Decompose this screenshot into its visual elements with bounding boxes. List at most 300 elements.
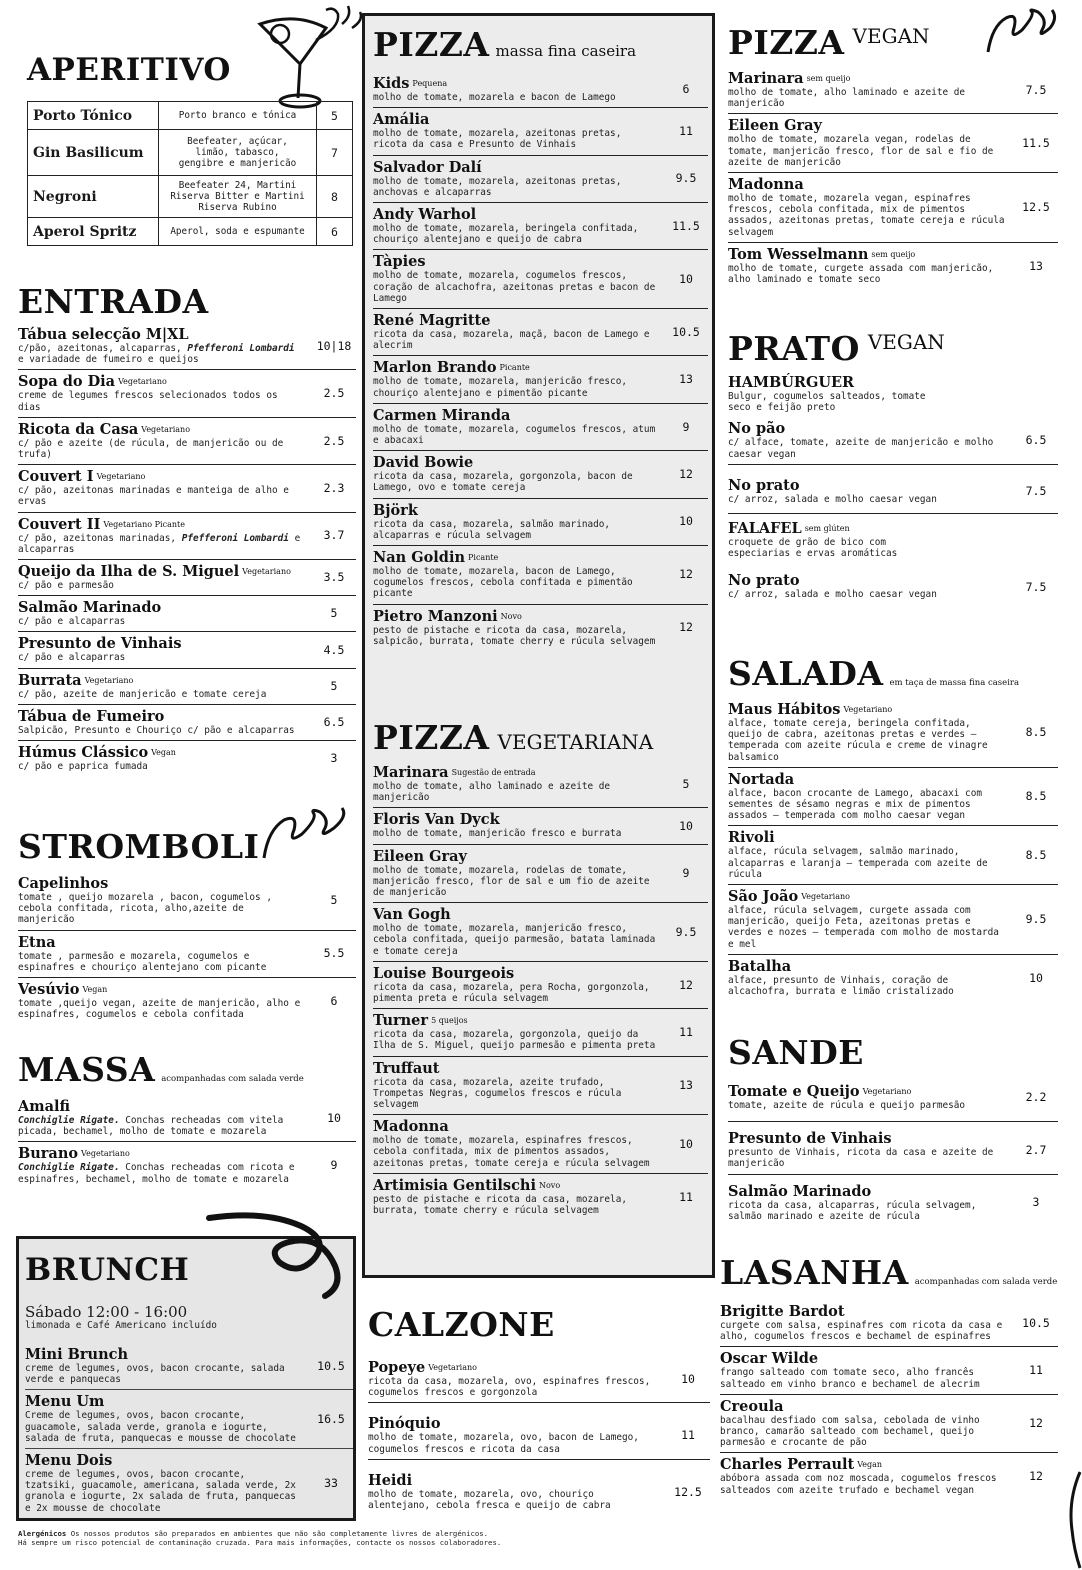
section-title-pizza: PIZZA massa fina caseira	[373, 25, 637, 64]
item-desc: abóbora assada com noz moscada, cogumelos frescos salteados com azeite trufado e bechamel vegan	[720, 1473, 997, 1496]
item-name: Eileen Gray	[373, 847, 467, 865]
menu-item	[18, 418, 356, 465]
item-price: 3	[330, 751, 338, 766]
menu-item	[18, 323, 356, 370]
menu-item	[728, 768, 1058, 827]
item-name: Mini Brunch	[25, 1346, 129, 1363]
item-price: 12	[679, 466, 693, 481]
item-name: Turner $^{5 queijos}$	[373, 1012, 468, 1030]
item-name: HAMBÚRGUER	[728, 374, 855, 391]
item-price: 5	[330, 678, 338, 693]
item-name: Pietro Manzoni $^{Novo}$	[373, 607, 522, 625]
item-price: 12	[679, 977, 693, 992]
item-name: Oscar Wilde	[720, 1350, 819, 1368]
item-price: 5	[317, 102, 353, 130]
section-title-massa: MASSA acompanhadas com salada verde	[18, 1050, 304, 1089]
item-price: 8.5	[1025, 724, 1047, 739]
item-name: Húmus Clássico $^{Vegan}$	[18, 744, 176, 762]
item-price: 2.7	[1025, 1142, 1047, 1157]
item-price: 33	[324, 1475, 338, 1490]
item-desc: molho de tomate, mozarela, bacon de Lamego, cogumelos frescos, cebola confitada e pimentão picante	[373, 566, 633, 600]
item-name: Louise Bourgeois	[373, 964, 515, 982]
section-title-lasanha: LASANHA acompanhadas com salada verde	[720, 1253, 1058, 1292]
menu-item	[373, 156, 708, 203]
entrada-list	[18, 323, 356, 776]
item-desc: c/ pão e parmesão	[18, 580, 114, 592]
item-price: 9	[682, 865, 690, 880]
menu-item	[373, 309, 708, 356]
item-price: 11	[679, 1024, 693, 1039]
item-name: Kids $^{Pequena}$	[373, 75, 448, 92]
massa-list	[18, 1095, 356, 1189]
menu-item	[25, 1390, 353, 1449]
item-desc: creme de legumes, ovos, bacon crocante, salada verde e panquecas	[25, 1363, 285, 1386]
ribbon-swirl-icon	[205, 1210, 355, 1300]
item-name: No prato	[728, 572, 800, 590]
item-name: Popeye $^{Vegetariano}$	[368, 1359, 477, 1376]
menu-item	[728, 465, 1058, 514]
item-name: Burano $^{Vegetariano}$	[18, 1145, 130, 1163]
item-name: Floris Van Dyck	[373, 811, 500, 829]
item-desc: c/ pão, azeitonas marinadas, Pfefferoni Lombardi e alcaparras	[18, 532, 301, 555]
item-price: 3	[1032, 1195, 1040, 1210]
item-price: 10	[679, 514, 693, 529]
item-price: 10	[679, 818, 693, 833]
item-price: 6	[330, 993, 338, 1008]
menu-item	[720, 1347, 1058, 1394]
item-desc: creme de legumes, ovos, bacon crocante, tzatsiki, guacamole, americana, salada verde, 2x granola e iogurte, 2x salada de fruta, panquecas e 2x mousse de chocolate	[25, 1469, 296, 1514]
item-price: 8	[317, 176, 353, 218]
item-name: Brigitte Bardot	[720, 1303, 845, 1320]
item-price: 2.5	[323, 386, 345, 401]
item-desc: Beefeater, açúcar, limão, tabasco, gengibre e manjericão	[159, 130, 317, 176]
calzone-list	[368, 1356, 710, 1515]
item-name: Sopa do Dia $^{Vegetariano}$	[18, 373, 167, 391]
menu-item	[373, 72, 708, 108]
menu-item	[373, 108, 708, 155]
menu-item	[18, 872, 356, 931]
item-desc: molho de tomate, alho laminado e azeite de manjericão	[728, 87, 966, 110]
item-desc: pesto de pistache e ricota da casa, mozarela, salpicão, burrata, tomate cherry e rúcula selvagem	[373, 624, 656, 647]
falafel-group	[728, 514, 1058, 569]
brunch-list	[25, 1343, 353, 1518]
item-name: Burrata $^{Vegetariano}$	[18, 671, 134, 689]
item-desc: c/ arroz, salada e molho caesar vegan	[728, 493, 937, 505]
item-desc: alface, rúcula selvagem, curgete assada com manjericão, queijo Feta, azeitonas pretas e verdes e nozes — temperada com molho de mostarda e mel	[728, 905, 999, 950]
item-name: Van Gogh	[373, 906, 451, 924]
item-price: 9	[330, 1158, 338, 1173]
item-price: 10	[679, 271, 693, 286]
item-price: 10.5	[672, 324, 700, 339]
menu-item	[728, 698, 1058, 768]
item-price: 6	[317, 218, 353, 246]
item-desc: c/ pão, azeite de manjericão e tomate cereja	[18, 688, 267, 700]
menu-item	[720, 1300, 1058, 1347]
menu-item	[728, 885, 1058, 955]
menu-item	[373, 203, 708, 250]
curve-decoration-icon	[1066, 1470, 1082, 1570]
item-name: Madonna	[728, 176, 804, 194]
section-title-brunch: BRUNCH	[25, 1252, 190, 1288]
item-desc: molho de tomate, mozarela, manjericão fresco, cebola confitada, queijo parmesão, batata laminada e tomate cereja	[373, 923, 656, 957]
item-desc: molho de tomate, mozarela vegan, rodelas de tomate, manjericão fresco, flor de sal e fio de azeite de manjericão	[728, 134, 994, 168]
item-price: 3.7	[323, 528, 345, 543]
item-name: David Bowie	[373, 454, 474, 472]
menu-item	[373, 451, 708, 498]
item-name: No prato	[728, 476, 800, 494]
item-name: Menu Dois	[25, 1452, 113, 1470]
item-name: Queijo da Ilha de S. Miguel $^{Vegetariano}$	[18, 563, 291, 581]
item-desc: pesto de pistache e ricota da casa, mozarela, burrata, tomate cherry e rúcula selvagem	[373, 1193, 627, 1217]
item-name: Batalha	[728, 957, 792, 975]
item-price: 6.5	[1025, 433, 1047, 448]
item-price: 13	[1029, 258, 1043, 273]
item-price: 7.5	[1025, 483, 1047, 498]
item-name: Charles Perrault $^{Vegan}$	[720, 1456, 883, 1474]
item-desc: molho de tomate, mozarela, rodelas de tomate, manjericão fresco, flor de sal e um fio de azeite de manjericão	[373, 864, 650, 899]
item-desc: ricota da casa, mozarela, salmão marinado, alcaparras e rúcula selvagem	[373, 518, 611, 541]
item-price: 12.5	[1022, 199, 1050, 214]
menu-item	[373, 605, 708, 651]
menu-item	[18, 978, 356, 1024]
item-name: Tàpies	[373, 253, 426, 271]
item-desc: c/ pão e azeite (de rúcula, de manjericão ou de trufa)	[18, 437, 284, 461]
item-name: Gin Basilicum	[28, 130, 159, 176]
item-name: Nan Goldin $^{Picante}$	[373, 549, 499, 567]
item-price: 10	[679, 1136, 693, 1151]
item-price: 2.2	[1025, 1090, 1047, 1105]
item-name: Vesúvio $^{Vegan}$	[18, 981, 108, 999]
item-desc: molho de tomate, mozarela, espinafres frescos, cebola confitada, mix de pimentos assados, azeitonas pretas, tomate cereja e rúcula selvagem	[373, 1135, 650, 1169]
item-desc: molho de tomate, curgete assada com manjericão, alho laminado e tomate seco	[728, 262, 994, 286]
table-row	[28, 176, 353, 218]
menu-item	[728, 114, 1058, 173]
section-title-stromboli: STROMBOLI	[18, 827, 260, 866]
item-name: Tom Wesselmann $^{sem queijo}$	[728, 245, 916, 263]
item-price: 12	[1029, 1416, 1043, 1431]
item-desc: alface, tomate cereja, beringela confitada, queijo de cabra, azeitonas pretas e verdes — temperada com azeite rúcula e creme de vinagre balsamico	[728, 718, 988, 763]
item-name: Presunto de Vinhais	[728, 1130, 892, 1148]
item-name: Couvert I $^{Vegetariano}$	[18, 468, 146, 486]
item-price: 11	[1029, 1363, 1043, 1378]
item-price: 12	[1029, 1469, 1043, 1484]
item-name: Creoula	[720, 1397, 784, 1415]
menu-item	[368, 1460, 710, 1515]
item-price: 12	[679, 567, 693, 582]
item-desc: tomate , queijo mozarela , bacon, cogumelos , cebola confitada, ricota, alho,azeite de manjericão	[18, 892, 272, 926]
item-desc: c/pão, azeitonas, alcaparras, Pfefferoni Lombardi e variadade de fumeiro e queijos	[18, 343, 295, 366]
item-desc: ricota da casa, mozarela, pera Rocha, gorgonzola, pimenta preta e rúcula selvagem	[373, 981, 650, 1005]
section-title-pizza-vegetariana: PIZZA VEGETARIANA	[373, 718, 654, 757]
item-price: 7	[317, 130, 353, 176]
menu-item	[728, 417, 1058, 464]
hamburguer-group	[728, 374, 1058, 417]
item-desc: tomate , parmesão e mozarela, cogumelos e espinafres e chouriço alentejano com picante	[18, 950, 267, 973]
item-desc: molho de tomate, mozarela, beringela confitada, chouriço alentejano e queijo de cabra	[373, 223, 639, 246]
item-name: Marinara $^{Sugestão de entrada}$	[373, 764, 536, 781]
menu-item	[18, 705, 356, 741]
item-desc: bacalhau desfiado com salsa, cebolada de vinho branco, camarão salteado com bechamel, queijo parmesão e crocante de pão	[720, 1414, 980, 1449]
item-name: Tábua selecção M|XL	[18, 326, 189, 343]
section-title-salada: SALADA em taça de massa fina caseira	[728, 654, 1020, 693]
allergen-footer: Alergénicos Os nossos produtos são preparados em ambientes que não são completamente livres de alergénicos. Há sempre um risco potencial de contaminação cruzada. Para mais informações, contacte os nossos colaboradores.	[18, 1529, 502, 1547]
menu-item	[373, 546, 708, 605]
item-desc: alface, rúcula selvagem, salmão marinado, alcaparras e laranja — temperada com azeite de rúcula	[728, 846, 988, 880]
item-desc: Creme de legumes, ovos, bacon crocante, guacamole, salada verde, granola e iogurte, salada de fruta, panquecas e mousse de chocolate	[25, 1410, 296, 1444]
item-name: Porto Tónico	[28, 102, 159, 130]
item-price: 12.5	[674, 1484, 702, 1499]
menu-item	[373, 1174, 708, 1220]
menu-item	[373, 962, 708, 1009]
menu-item	[373, 845, 708, 904]
item-name: Tomate e Queijo $^{Vegetariano}$	[728, 1083, 912, 1100]
item-desc: c/ pão e paprica fumada	[18, 761, 148, 773]
item-price: 16.5	[317, 1411, 345, 1426]
item-desc: molho de tomate, mozarela vegan, espinafres frescos, cebola confitada, mix de pimentos assados, azeitonas pretas, tomate cereja e rúcula selvagem	[728, 193, 1005, 238]
table-row	[28, 218, 353, 246]
item-desc: Conchiglie Rigate. Conchas recheadas com ricota e espinafres, bechamel, molho de tomate e mozarela	[18, 1162, 295, 1185]
item-desc: c/ pão e alcaparras	[18, 616, 126, 628]
item-desc: molho de tomate, manjericão fresco e burrata	[373, 828, 622, 840]
menu-item	[728, 1175, 1058, 1226]
item-desc: molho de tomate, mozarela, cogumelos frescos, coração de alcachofra, azeitonas pretas e bacon de Lamego	[373, 270, 656, 304]
menu-item	[728, 826, 1058, 885]
item-price: 5.5	[323, 946, 345, 961]
section-title-sande: SANDE	[728, 1033, 864, 1072]
item-desc: Aperol, soda e espumante	[159, 218, 317, 246]
item-desc: molho de tomate, alho laminado e azeite de manjericão	[373, 781, 611, 804]
item-price: 9.5	[675, 924, 697, 939]
item-desc: molho de tomate, mozarela, cogumelos frescos, atum e abacaxi	[373, 423, 656, 447]
item-name: Tábua de Fumeiro	[18, 707, 165, 725]
item-name: Marlon Brando $^{Picante}$	[373, 359, 530, 377]
item-desc: ricota da casa, mozarela, azeite trufado, Trompetas Negras, cogumelos frescos e rúcula selvagem	[373, 1076, 622, 1111]
item-name: Salmão Marinado	[18, 599, 162, 617]
lasanha-list	[720, 1300, 1058, 1500]
section-title-entrada: ENTRADA	[18, 282, 209, 321]
menu-item	[18, 1142, 356, 1188]
item-desc: Bulgur, cogumelos salteados, tomate seco e feijão preto	[728, 391, 926, 414]
item-desc: molho de tomate, mozarela e bacon de Lamego	[373, 92, 616, 103]
item-price: 9	[682, 419, 690, 434]
item-desc: frango salteado com tomate seco, alho francês salteado em vinho branco e bechamel de alecrim	[720, 1367, 980, 1390]
item-price: 5	[682, 776, 690, 791]
menu-item	[18, 596, 356, 632]
section-title-pizza-vegan: PIZZA $^{VEGAN}$	[728, 23, 930, 62]
item-price: 10	[1029, 970, 1043, 985]
item-name: Capelinhos	[18, 875, 109, 892]
item-price: 3.5	[323, 570, 345, 585]
item-price: 8.5	[1025, 847, 1047, 862]
menu-item	[373, 1057, 708, 1116]
item-name: Carmen Miranda	[373, 406, 511, 424]
item-desc: croquete de grão de bico com especiarias e ervas aromáticas	[728, 537, 898, 560]
menu-item	[18, 465, 356, 512]
menu-item	[373, 250, 708, 309]
item-desc: alface, presunto de Vinhais, coração de alcachofra, burrata e limão cristalizado	[728, 974, 954, 998]
menu-item	[373, 808, 708, 844]
item-name: Maus Hábitos $^{Vegetariano}$	[728, 701, 893, 718]
item-price: 11	[679, 123, 693, 138]
menu-item	[373, 761, 708, 808]
item-name: Aperol Spritz	[28, 218, 159, 246]
menu-item	[728, 569, 1058, 604]
item-name: Presunto de Vinhais	[18, 635, 182, 653]
item-name: Rivoli	[728, 829, 775, 847]
item-name: Madonna	[373, 1118, 449, 1136]
item-price: 10|18	[316, 338, 352, 353]
item-name: Salmão Marinado	[728, 1182, 872, 1200]
item-name: Nortada	[728, 770, 795, 788]
item-price: 7.5	[1025, 82, 1047, 97]
pizza-vegan-list	[728, 67, 1058, 289]
pizza-veg-list	[373, 761, 708, 1220]
item-desc: tomate ,queijo vegan, azeite de manjericão, alho e espinafres, cogumelos e cebola confitada	[18, 998, 301, 1021]
item-name: FALAFEL $^{sem glúten}$	[728, 520, 850, 538]
menu-item	[368, 1403, 710, 1459]
item-price: 9.5	[1025, 911, 1047, 926]
prato-vegan-list	[728, 374, 1058, 605]
item-desc: presunto de Vinhais, ricota da casa e azeite de manjericão	[728, 1147, 994, 1170]
item-price: 12	[679, 620, 693, 635]
item-price: 10	[681, 1371, 695, 1386]
item-name: Andy Warhol	[373, 206, 477, 224]
item-price: 4.5	[323, 642, 345, 657]
loop-swirl-icon	[986, 6, 1058, 56]
section-title-prato-vegan: PRATO $^{VEGAN}$	[728, 329, 945, 368]
menu-item	[728, 67, 1058, 114]
menu-item	[728, 1122, 1058, 1174]
menu-item	[18, 370, 356, 417]
item-name: René Magritte	[373, 312, 491, 330]
item-desc: molho de tomate, mozarela, ovo, chouriço alentejano, cebola fresca e queijo de cabra	[368, 1488, 611, 1512]
item-price: 11	[681, 1428, 695, 1443]
menu-item	[25, 1343, 353, 1390]
item-desc: ricota da casa, alcaparras, rúcula selvagem, salmão marinado e azeite de rúcula	[728, 1199, 977, 1222]
sande-list	[728, 1080, 1058, 1226]
menu-item	[18, 1095, 356, 1142]
item-name: Couvert II $^{Vegetariano Picante}$	[18, 515, 185, 533]
menu-item	[728, 1080, 1058, 1122]
item-name: Marinara $^{sem queijo}$	[728, 70, 851, 87]
item-name: Amalfi	[18, 1098, 71, 1115]
swirl-icon	[258, 800, 358, 862]
menu-item	[728, 955, 1058, 1001]
item-price: 5	[330, 606, 338, 621]
item-desc: curgete com salsa, espinafres com ricota da casa e alho, cogumelos frescos e bechamel de espinafres	[720, 1320, 1003, 1343]
item-desc: c/ arroz, salada e molho caesar vegan	[728, 589, 937, 601]
item-desc: ricota da casa, mozarela, maçã, bacon de Lamego e alecrim	[373, 329, 650, 352]
section-title-aperitivo: APERITIVO	[27, 52, 231, 88]
item-price: 11.5	[1022, 135, 1050, 150]
table-row	[28, 130, 353, 176]
menu-item	[720, 1453, 1058, 1499]
item-price: 8.5	[1025, 789, 1047, 804]
item-price: 5	[330, 893, 338, 908]
item-price: 13	[679, 372, 693, 387]
item-name: Heidi	[368, 1471, 413, 1489]
pizza-list	[373, 72, 708, 651]
menu-item	[728, 243, 1058, 289]
salada-list	[728, 698, 1058, 1001]
menu-item	[373, 356, 708, 403]
item-name: São João $^{Vegetariano}$	[728, 888, 850, 906]
item-name: Björk	[373, 501, 418, 519]
aperitivo-table	[27, 101, 353, 246]
table-row	[28, 102, 353, 130]
item-desc: Salpicão, Presunto e Chouriço c/ pão e alcaparras	[18, 724, 295, 736]
item-price: 13	[679, 1077, 693, 1092]
menu-item	[18, 669, 356, 705]
item-desc: alface, bacon crocante de Lamego, abacaxi com sementes de sésamo negras e mix de pimentos assados — temperada com molho caesar vegan	[728, 787, 982, 822]
item-desc: molho de tomate, mozarela, manjericão fresco, chouriço alentejano e pimentão picante	[373, 376, 627, 399]
item-desc: c/ alface, tomate, azeite de manjericão e molho caesar vegan	[728, 437, 994, 460]
menu-item	[18, 632, 356, 668]
section-title-calzone: CALZONE	[368, 1305, 555, 1344]
item-desc: ricota da casa, mozarela, gorgonzola, queijo da Ilha de S. Miguel, queijo parmesão e pimenta preta	[373, 1029, 656, 1052]
item-desc: ricota da casa, mozarela, gorgonzola, bacon de Lamego, ovo e tomate cereja	[373, 471, 633, 494]
menu-item	[25, 1449, 353, 1518]
item-desc: molho de tomate, mozarela, azeitonas pretas, ricota da casa e Presunto de Vinhais	[373, 128, 622, 151]
menu-item	[720, 1395, 1058, 1454]
item-price: 10	[327, 1110, 341, 1125]
item-desc: Porto branco e tónica	[159, 102, 317, 130]
item-name: Etna	[18, 933, 56, 951]
item-price: 10.5	[317, 1358, 345, 1373]
menu-item	[18, 741, 356, 776]
menu-item	[373, 903, 708, 962]
menu-item	[373, 1009, 708, 1056]
item-desc: Conchiglie Rigate. Conchas recheadas com vitela picada, bechamel, molho de tomate e mozarela	[18, 1115, 284, 1138]
menu-item	[728, 173, 1058, 243]
menu-item	[373, 1115, 708, 1174]
cocktail-glass-icon	[256, 2, 376, 114]
menu-item	[368, 1356, 710, 1403]
item-price: 7.5	[1025, 579, 1047, 594]
item-name: Menu Um	[25, 1393, 105, 1411]
item-price: 2.5	[323, 433, 345, 448]
item-name: Pinóquio	[368, 1415, 441, 1433]
item-desc: c/ pão, azeitonas marinadas e manteiga de alho e ervas	[18, 485, 289, 508]
menu-item	[18, 560, 356, 596]
item-price: 6.5	[323, 714, 345, 729]
item-price: 2.3	[323, 480, 345, 495]
item-name: Negroni	[28, 176, 159, 218]
menu-item	[373, 404, 708, 451]
item-price: 11	[679, 1189, 693, 1204]
item-price: 10.5	[1022, 1315, 1050, 1330]
item-name: No pão	[728, 420, 786, 438]
item-name: Eileen Gray	[728, 117, 822, 135]
brunch-note: limonada e Café Americano incluído	[25, 1320, 217, 1331]
brunch-when: Sábado 12:00 - 16:00	[25, 1303, 188, 1321]
item-desc: creme de legumes frescos selecionados todos os dias	[18, 390, 278, 413]
item-desc: ricota da casa, mozarela, ovo, espinafres frescos, cogumelos frescos e gorgonzola	[368, 1376, 651, 1399]
item-desc: Beefeater 24, Martini Riserva Bitter e Martini Riserva Rubino	[159, 176, 317, 218]
item-desc: c/ pão e alcaparras	[18, 652, 126, 664]
item-desc: molho de tomate, mozarela, ovo, bacon de Lamego, cogumelos frescos e ricota da casa	[368, 1432, 639, 1455]
stromboli-list	[18, 872, 356, 1024]
pizza-box	[362, 13, 715, 1278]
item-desc: tomate, azeite de rúcula e queijo parmesão	[728, 1100, 966, 1111]
item-name: Ricota da Casa $^{Vegetariano}$	[18, 420, 191, 438]
item-name: Salvador Dalí	[373, 158, 482, 176]
menu-item	[18, 513, 356, 560]
item-name: Amália	[373, 111, 430, 129]
item-name: Artimisia Gentilschi $^{Novo}$	[373, 1176, 561, 1194]
item-price: 11.5	[672, 218, 700, 233]
item-desc: molho de tomate, mozarela, azeitonas pretas, anchovas e alcaparras	[373, 175, 622, 198]
